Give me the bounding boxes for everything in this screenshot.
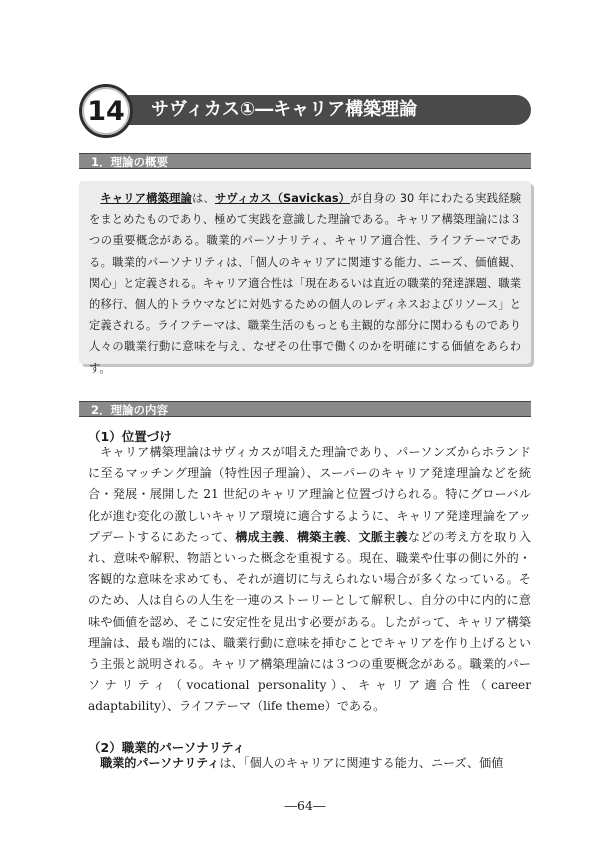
chapter-banner: [79, 84, 531, 136]
positioning-body: [88, 442, 531, 718]
vocational-personality-paragraph: 職業的パーソナリティは、「個人のキャリアに関連する能力、ニーズ、価値: [100, 756, 504, 770]
keyword-constructivism: 構成主義: [235, 529, 285, 544]
page-number: ―64―: [284, 798, 326, 813]
keyword-constructionism: 構築主義: [296, 529, 347, 544]
chapter-title: サヴィカス①―キャリア構築理論: [151, 99, 418, 120]
keyword-vocational-personality: 職業的パーソナリティ: [100, 756, 220, 770]
chapter-number-badge: 14: [79, 84, 133, 138]
overview-paragraph: キャリア構築理論は、サヴィカス（Savickas）が自身の 30 年にわたる実践経験をまとめたものであり、極めて実践を意識した理論である。キャリア構築理論には３つの重要概念がある。職業的パーソナリティ、キャリア適合性、ライフテーマである。職業的パーソナリティは、「個人のキャリアに関連する能力、ニーズ、価値観、関心」と定義される。キャリア適合性は「現在あるいは直近の職業的発達課題、職業的移行、個人的トラウマなどに対処するための個人のレディネスおよびリソース」と定義される。ライフテーマは、職業生活のもっとも主観的な部分に関わるものであり人々の職業行動に意味を与え、なぜその仕事で働くのかを明確にする価値をあらわす。: [89, 192, 521, 375]
vocational-personality-body: [88, 753, 531, 775]
section-heading-content: 2．理論の内容: [79, 401, 531, 417]
positioning-paragraph: キャリア構築理論はサヴィカスが唱えた理論であり、パーソンズからホランドに至るマッチング理論（特性因子理論）、スーパーのキャリア発達理論などを統合・発展・展開した 21 世紀のキャリア理論と位置づけられる。特にグローバル化が進む変化の激しいキャリア環境に適合するように、キャリア発達理論をアップデートするにあたって、構成主義、構築主義、文脈主義などの考え方を取り入れ、意味や解釈、物語といった概念を重視する。現在、職業や仕事の側に外的・客観的な意味を求めても、それが適切に与えられない場合が多くなっている。そのため、人は自らの人生を一連のストーリーとして解釈し、自分の中に内的に意味や価値を認め、そこに安定性を見出す必要がある。したがって、キャリア構築理論は、最も端的には、職業行動に意味を挿むことでキャリアを作り上げるという主張と説明される。キャリア構築理論には３つの重要概念がある。職業的パーソナリティ（vocational personality）、キャリア適合性（career adaptability）、ライフテーマ（life theme）である。: [88, 445, 531, 714]
subsection-title-vocational-personality: （2）職業的パーソナリティ: [88, 740, 245, 755]
overview-box: [79, 181, 531, 375]
term-career-construction: キャリア構築理論: [100, 192, 193, 205]
keyword-contextualism: 文脈主義: [358, 529, 408, 544]
section-heading-overview: 1．理論の概要: [79, 153, 531, 169]
term-savickas: サヴィカス（Savickas）: [214, 192, 351, 205]
subsection-title-positioning: （1）位置づけ: [88, 429, 172, 444]
